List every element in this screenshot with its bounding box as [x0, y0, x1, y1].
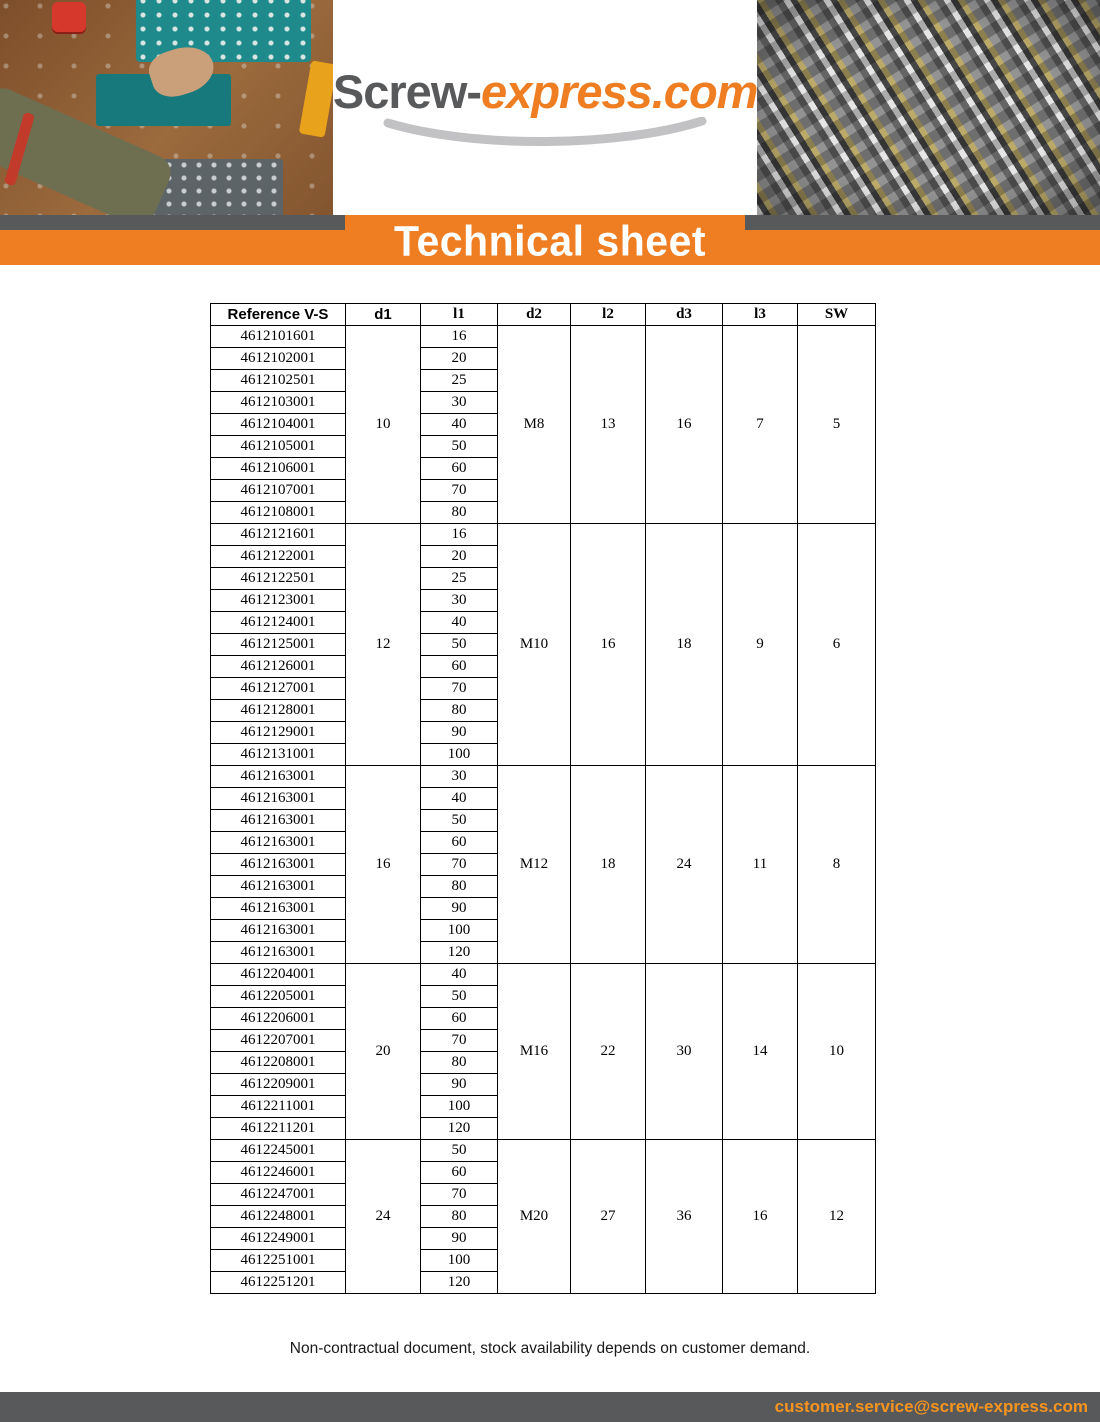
l2-cell: 16: [571, 524, 646, 766]
l2-cell: 13: [571, 326, 646, 524]
reference-cell: 4612108001: [211, 502, 346, 524]
reference-cell: 4612206001: [211, 1008, 346, 1030]
l1-cell: 70: [421, 1184, 498, 1206]
reference-cell: 4612163001: [211, 920, 346, 942]
l1-cell: 70: [421, 480, 498, 502]
spec-table: [210, 303, 876, 1294]
d2-cell: M20: [498, 1140, 571, 1294]
l1-cell: 120: [421, 1118, 498, 1140]
l1-cell: 80: [421, 1206, 498, 1228]
reference-cell: 4612103001: [211, 392, 346, 414]
l1-cell: 60: [421, 1162, 498, 1184]
d1-cell: 10: [346, 326, 421, 524]
sw-cell: 6: [798, 524, 876, 766]
l1-cell: 30: [421, 392, 498, 414]
reference-cell: 4612207001: [211, 1030, 346, 1052]
sw-cell: 5: [798, 326, 876, 524]
reference-cell: 4612125001: [211, 634, 346, 656]
l1-cell: 30: [421, 590, 498, 612]
reference-cell: 4612163001: [211, 942, 346, 964]
table-row: [211, 326, 876, 348]
brand-logo: [333, 64, 758, 119]
d3-cell: 30: [646, 964, 723, 1140]
reference-cell: 4612122501: [211, 568, 346, 590]
logo-area: [333, 0, 758, 215]
reference-cell: 4612209001: [211, 1074, 346, 1096]
logo-text-express: express.com: [481, 65, 758, 118]
l1-cell: 100: [421, 744, 498, 766]
l1-cell: 50: [421, 810, 498, 832]
reference-cell: 4612126001: [211, 656, 346, 678]
contact-bar: [0, 1392, 1100, 1422]
reference-cell: 4612208001: [211, 1052, 346, 1074]
screws-pile-photo: [757, 0, 1100, 215]
l1-cell: 50: [421, 634, 498, 656]
d3-cell: 16: [646, 326, 723, 524]
reference-cell: 4612163001: [211, 898, 346, 920]
table-row: [211, 1140, 876, 1162]
l1-cell: 80: [421, 502, 498, 524]
d3-cell: 36: [646, 1140, 723, 1294]
l1-cell: 90: [421, 898, 498, 920]
table-row: [211, 766, 876, 788]
reference-cell: 4612163001: [211, 876, 346, 898]
header-l1: l1: [421, 304, 498, 326]
header-d1: d1: [346, 304, 421, 326]
l1-cell: 16: [421, 524, 498, 546]
l1-cell: 40: [421, 788, 498, 810]
d1-cell: 16: [346, 766, 421, 964]
l1-cell: 40: [421, 612, 498, 634]
header-l2: l2: [571, 304, 646, 326]
workbench-photo: [0, 0, 333, 215]
l1-cell: 70: [421, 854, 498, 876]
reference-cell: 4612163001: [211, 788, 346, 810]
header-d2: d2: [498, 304, 571, 326]
reference-cell: 4612251001: [211, 1250, 346, 1272]
l3-cell: 11: [723, 766, 798, 964]
reference-cell: 4612247001: [211, 1184, 346, 1206]
l1-cell: 70: [421, 678, 498, 700]
l1-cell: 50: [421, 986, 498, 1008]
spec-table-body: [211, 326, 876, 1294]
d1-cell: 12: [346, 524, 421, 766]
photo-vignette: [757, 0, 1100, 215]
reference-cell: 4612128001: [211, 700, 346, 722]
reference-cell: 4612102501: [211, 370, 346, 392]
header-d3: d3: [646, 304, 723, 326]
sw-cell: 10: [798, 964, 876, 1140]
d1-cell: 24: [346, 1140, 421, 1294]
l3-cell: 7: [723, 326, 798, 524]
l1-cell: 40: [421, 964, 498, 986]
spec-table-wrap: [210, 303, 1100, 1294]
d1-cell: 20: [346, 964, 421, 1140]
d3-cell: 24: [646, 766, 723, 964]
table-header-row: [211, 304, 876, 326]
l2-cell: 18: [571, 766, 646, 964]
d3-cell: 18: [646, 524, 723, 766]
reference-cell: 4612105001: [211, 436, 346, 458]
table-row: [211, 964, 876, 986]
l1-cell: 60: [421, 458, 498, 480]
l1-cell: 90: [421, 1228, 498, 1250]
l1-cell: 70: [421, 1030, 498, 1052]
reference-cell: 4612246001: [211, 1162, 346, 1184]
reference-cell: 4612204001: [211, 964, 346, 986]
contact-email[interactable]: customer.service@screw-express.com: [774, 1397, 1088, 1416]
reference-cell: 4612129001: [211, 722, 346, 744]
l1-cell: 50: [421, 1140, 498, 1162]
logo-text-screw: Screw-: [332, 65, 482, 118]
reference-cell: 4612124001: [211, 612, 346, 634]
l1-cell: 20: [421, 348, 498, 370]
l1-cell: 50: [421, 436, 498, 458]
reference-cell: 4612101601: [211, 326, 346, 348]
header: [0, 0, 1100, 215]
header-reference: Reference V-S: [211, 304, 346, 326]
l2-cell: 27: [571, 1140, 646, 1294]
l2-cell: 22: [571, 964, 646, 1140]
d2-cell: M8: [498, 326, 571, 524]
d2-cell: M10: [498, 524, 571, 766]
tape-measure-shape: [52, 2, 86, 32]
reference-cell: 4612163001: [211, 766, 346, 788]
sw-cell: 12: [798, 1140, 876, 1294]
l1-cell: 100: [421, 920, 498, 942]
logo-swoosh: [380, 117, 710, 151]
l1-cell: 100: [421, 1250, 498, 1272]
reference-cell: 4612102001: [211, 348, 346, 370]
reference-cell: 4612104001: [211, 414, 346, 436]
reference-cell: 4612163001: [211, 810, 346, 832]
l1-cell: 30: [421, 766, 498, 788]
header-l3: l3: [723, 304, 798, 326]
reference-cell: 4612121601: [211, 524, 346, 546]
header-sw: SW: [798, 304, 876, 326]
reference-cell: 4612251201: [211, 1272, 346, 1294]
reference-cell: 4612127001: [211, 678, 346, 700]
l1-cell: 120: [421, 942, 498, 964]
reference-cell: 4612123001: [211, 590, 346, 612]
table-row: [211, 524, 876, 546]
d2-cell: M16: [498, 964, 571, 1140]
reference-cell: 4612107001: [211, 480, 346, 502]
l1-cell: 60: [421, 656, 498, 678]
l1-cell: 25: [421, 568, 498, 590]
reference-cell: 4612106001: [211, 458, 346, 480]
l1-cell: 100: [421, 1096, 498, 1118]
reference-cell: 4612131001: [211, 744, 346, 766]
reference-cell: 4612163001: [211, 854, 346, 876]
l1-cell: 25: [421, 370, 498, 392]
page-title: Technical sheet: [393, 216, 707, 266]
l1-cell: 90: [421, 722, 498, 744]
reference-cell: 4612245001: [211, 1140, 346, 1162]
l1-cell: 60: [421, 1008, 498, 1030]
l3-cell: 14: [723, 964, 798, 1140]
non-contractual-note: Non-contractual document, stock availability depends on customer demand.: [289, 1340, 811, 1357]
l1-cell: 16: [421, 326, 498, 348]
reference-cell: 4612211201: [211, 1118, 346, 1140]
l1-cell: 60: [421, 832, 498, 854]
l1-cell: 80: [421, 700, 498, 722]
l1-cell: 40: [421, 414, 498, 436]
reference-cell: 4612248001: [211, 1206, 346, 1228]
reference-cell: 4612122001: [211, 546, 346, 568]
reference-cell: 4612163001: [211, 832, 346, 854]
sw-cell: 8: [798, 766, 876, 964]
l3-cell: 9: [723, 524, 798, 766]
title-banner: [0, 215, 1100, 265]
reference-cell: 4612205001: [211, 986, 346, 1008]
l3-cell: 16: [723, 1140, 798, 1294]
reference-cell: 4612249001: [211, 1228, 346, 1250]
l1-cell: 80: [421, 1052, 498, 1074]
l1-cell: 120: [421, 1272, 498, 1294]
d2-cell: M12: [498, 766, 571, 964]
l1-cell: 80: [421, 876, 498, 898]
l1-cell: 90: [421, 1074, 498, 1096]
reference-cell: 4612211001: [211, 1096, 346, 1118]
l1-cell: 20: [421, 546, 498, 568]
